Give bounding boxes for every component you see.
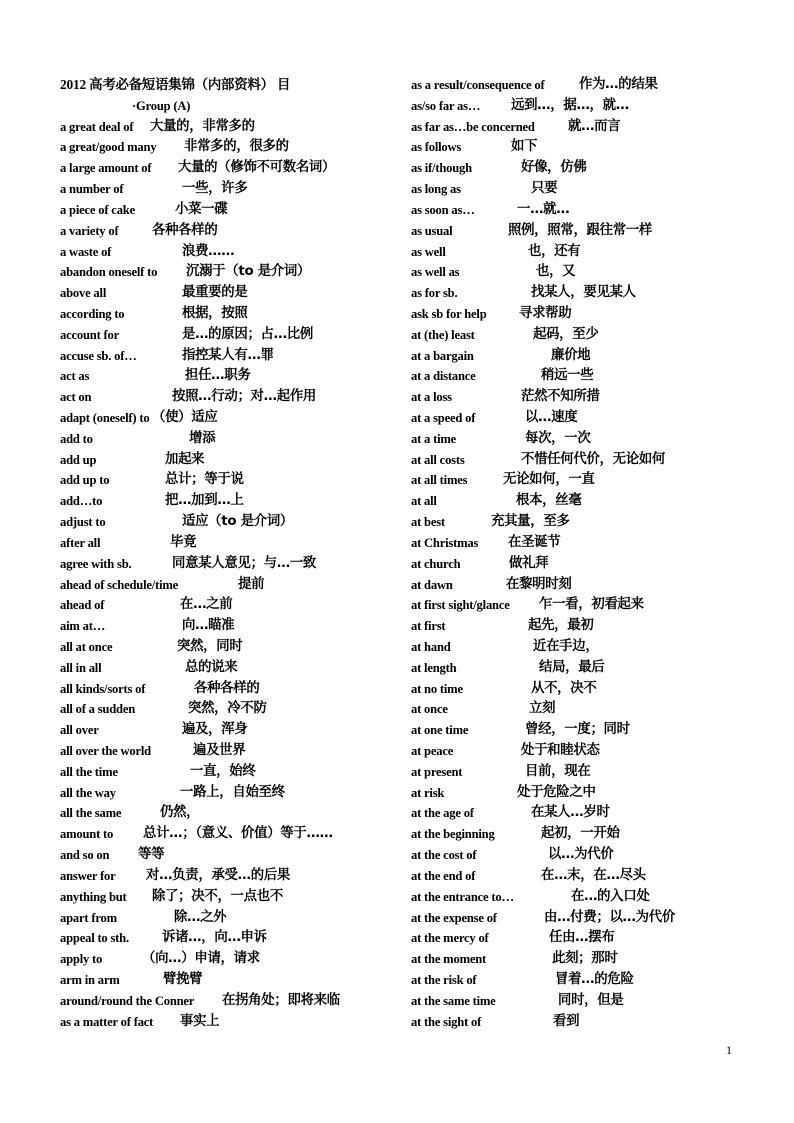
phrase-english: arm in arm — [60, 972, 120, 987]
phrase-english: apply to — [60, 952, 103, 967]
phrase-entry — [411, 658, 711, 679]
phrase-english: at best — [411, 515, 445, 530]
phrase-english: all in all — [60, 660, 102, 675]
phrase-english: account for — [60, 327, 120, 342]
phrase-chinese: （向…）申请，请求 — [142, 951, 260, 967]
phrase-english: and so on — [60, 848, 110, 863]
phrase-entry — [411, 887, 711, 908]
document-title: 2012 高考必备短语集锦（内部资料） 目 — [60, 77, 291, 92]
phrase-chinese: 找某人，要见某人 — [531, 285, 636, 301]
phrase-chinese: 照例，照常，跟往常一样 — [508, 222, 652, 238]
phrase-chinese: 任由…摆布 — [549, 930, 615, 946]
phrase-chinese: 臂挽臂 — [163, 971, 203, 987]
phrase-entry — [411, 699, 711, 720]
phrase-chinese: 一些，许多 — [182, 181, 248, 197]
phrase-chinese: 加起来 — [165, 451, 205, 467]
phrase-entry — [411, 387, 711, 408]
phrase-chinese: 在圣诞节 — [508, 534, 561, 550]
phrase-english: at a speed of — [411, 411, 476, 425]
phrase-english: all over the world — [60, 744, 151, 758]
phrase-chinese: 目前，现在 — [525, 763, 591, 779]
phrase-english: as far as…be concerned — [411, 119, 535, 134]
phrase-entry — [411, 346, 711, 367]
phrase-english: as well as — [411, 265, 460, 280]
phrase-chinese: 在…之前 — [180, 597, 233, 613]
phrase-english: at the same time — [411, 993, 496, 1008]
phrase-english: aim at… — [60, 619, 106, 634]
phrase-english: as if/though — [411, 161, 472, 176]
phrase-chinese: 大量的，非常多的 — [150, 118, 255, 134]
phrase-entry — [60, 928, 405, 949]
phrase-entry — [411, 75, 711, 96]
phrase-chinese: 在…末，在…尽头 — [541, 867, 646, 883]
phrase-entry — [411, 117, 711, 138]
phrase-chinese: 在…的入口处 — [571, 888, 650, 904]
phrase-entry — [411, 366, 711, 387]
phrase-entry — [411, 949, 711, 970]
group-label: ·Group (A) — [132, 98, 191, 113]
phrase-english: as for sb. — [411, 286, 458, 301]
phrase-english: above all — [60, 286, 107, 301]
phrase-entry — [411, 1012, 711, 1033]
phrase-chinese: 每次，一次 — [525, 430, 591, 446]
phrase-chinese: 也，还有 — [528, 243, 581, 259]
phrase-entry — [60, 554, 405, 575]
phrase-entry — [60, 616, 405, 637]
phrase-english: adapt (oneself) to — [60, 411, 150, 425]
page-number: 1 — [726, 1043, 732, 1057]
phrase-entry — [60, 512, 405, 533]
phrase-english: at the entrance to… — [411, 889, 514, 904]
phrase-chinese: 寻求帮助 — [519, 305, 572, 321]
phrase-chinese: 起码，至少 — [533, 326, 599, 342]
phrase-entry — [411, 137, 711, 158]
phrase-chinese: 根本，丝毫 — [516, 493, 582, 509]
phrase-entry — [60, 304, 405, 325]
phrase-english: as long as — [411, 182, 461, 197]
phrase-chinese: 做礼拜 — [509, 555, 549, 571]
phrase-entry — [60, 699, 405, 720]
phrase-english: a piece of cake — [60, 202, 135, 217]
phrase-entry — [411, 200, 711, 221]
phrase-entry — [411, 783, 711, 804]
phrase-entry — [411, 179, 711, 200]
phrase-chinese: 起初，一开始 — [541, 826, 620, 842]
phrase-entry — [411, 429, 711, 450]
phrase-chinese: 处于危险之中 — [517, 784, 596, 800]
phrase-chinese: 小菜一碟 — [175, 201, 228, 217]
phrase-english: ahead of schedule/time — [60, 577, 179, 592]
phrase-chinese: 廉价地 — [551, 347, 591, 363]
phrase-english: ask sb for help — [411, 306, 487, 321]
phrase-english: adjust to — [60, 515, 106, 530]
phrase-chinese: 沉溺于（to 是介词） — [186, 264, 311, 280]
phrase-entry — [60, 325, 405, 346]
phrase-entry — [411, 575, 711, 596]
phrase-chinese: 在黎明时刻 — [506, 576, 572, 592]
phrase-chinese: 如下 — [511, 139, 538, 155]
phrase-english: appeal to sth. — [60, 931, 129, 946]
phrase-chinese: 提前 — [238, 576, 265, 592]
phrase-entry — [411, 262, 711, 283]
phrase-english: at (the) least — [411, 327, 475, 342]
phrase-entry — [411, 866, 711, 887]
phrase-chinese: 各种各样的 — [194, 680, 260, 696]
phrase-chinese: 突然，同时 — [177, 638, 243, 654]
phrase-english: at the moment — [411, 952, 487, 967]
phrase-english: at all times — [411, 473, 468, 488]
phrase-entry — [60, 366, 405, 387]
phrase-english: add…to — [60, 494, 103, 509]
phrase-chinese: 在拐角处；即将来临 — [222, 992, 340, 1008]
phrase-english: as well — [411, 244, 446, 259]
phrase-entry — [411, 970, 711, 991]
phrase-english: abandon oneself to — [60, 265, 158, 280]
phrase-english: at one time — [411, 723, 469, 738]
phrase-english: a waste of — [60, 244, 112, 259]
phrase-entry — [411, 325, 711, 346]
phrase-chinese: 充其量，至多 — [491, 514, 570, 530]
phrase-chinese: 一…就… — [517, 201, 570, 217]
phrase-english: at the age of — [411, 806, 474, 821]
phrase-english: at risk — [411, 785, 445, 800]
right-column — [411, 75, 711, 1032]
phrase-entry — [411, 637, 711, 658]
phrase-entry — [411, 242, 711, 263]
phrase-chinese: 除…之外 — [174, 909, 227, 925]
phrase-entry — [60, 491, 405, 512]
phrase-chinese: 同意某人意见；与…一致 — [172, 555, 316, 571]
phrase-english: at a time — [411, 431, 457, 446]
phrase-english: as a matter of fact — [60, 1014, 154, 1029]
phrase-chinese: 同时，但是 — [558, 992, 624, 1008]
phrase-chinese: 也，又 — [536, 264, 576, 280]
phrase-entry — [411, 616, 711, 637]
phrase-english: at present — [411, 764, 463, 779]
phrase-chinese: 乍一看，初看起来 — [539, 597, 644, 613]
phrase-english: at first — [411, 619, 446, 634]
phrase-entry — [60, 429, 405, 450]
phrase-entry — [411, 679, 711, 700]
phrase-english: at the mercy of — [411, 931, 489, 946]
phrase-entry — [60, 262, 405, 283]
phrase-english: anything but — [60, 889, 127, 904]
phrase-chinese: 浪费…… — [182, 243, 235, 259]
phrase-entry — [60, 887, 405, 908]
phrase-entry — [411, 533, 711, 554]
phrase-chinese: 不惜任何代价，无论如何 — [521, 451, 665, 467]
phrase-entry — [411, 762, 711, 783]
phrase-entry — [60, 658, 405, 679]
phrase-english: add to — [60, 431, 93, 446]
phrase-chinese: 指控某人有…罪 — [182, 347, 274, 363]
phrase-english: at a loss — [411, 390, 452, 405]
phrase-chinese: 就…而言 — [568, 118, 621, 134]
phrase-entry — [60, 1012, 405, 1033]
left-column — [60, 75, 405, 1032]
phrase-english: as/so far as… — [411, 98, 481, 113]
phrase-entry — [411, 595, 711, 616]
phrase-chinese: 无论如何，一直 — [503, 472, 595, 488]
phrase-english: at all costs — [411, 452, 465, 467]
phrase-chinese: 在某人…岁时 — [531, 805, 610, 821]
phrase-english: at no time — [411, 681, 463, 696]
phrase-english: act on — [60, 390, 92, 405]
phrase-entry — [60, 803, 405, 824]
phrase-entry — [60, 117, 405, 138]
phrase-chinese: 适应（to 是介词） — [182, 514, 293, 530]
phrase-chinese: 总计…；（意义、价值）等于…… — [143, 826, 333, 842]
phrase-chinese: 最重要的是 — [182, 285, 248, 301]
phrase-entry — [411, 221, 711, 242]
phrase-english: accuse sb. of… — [60, 348, 137, 363]
phrase-chinese: 一直，始终 — [190, 763, 256, 779]
phrase-chinese: 此刻；那时 — [552, 951, 618, 967]
phrase-english: act as — [60, 369, 90, 384]
phrase-chinese: 毕竟 — [170, 534, 197, 550]
phrase-entry — [411, 908, 711, 929]
phrase-english: as follows — [411, 140, 462, 155]
phrase-english: at length — [411, 660, 457, 675]
phrase-english: at the beginning — [411, 827, 495, 842]
phrase-english: add up to — [60, 473, 110, 488]
phrase-english: at Christmas — [411, 535, 479, 550]
phrase-english: at peace — [411, 744, 454, 758]
phrase-entry — [60, 991, 405, 1012]
phrase-entry — [411, 803, 711, 824]
phrase-chinese: 等等 — [138, 847, 165, 863]
phrase-english: all kinds/sorts of — [60, 681, 146, 696]
phrase-chinese: 处于和睦状态 — [521, 743, 600, 758]
phrase-chinese: 稍远一些 — [541, 368, 594, 384]
phrase-chinese: 总的说来 — [185, 659, 238, 675]
phrase-entry — [411, 450, 711, 471]
phrase-english: a large amount of — [60, 161, 152, 176]
phrase-chinese: 把…加到…上 — [165, 493, 244, 509]
phrase-entry — [60, 346, 405, 367]
phrase-entry — [60, 679, 405, 700]
phrase-english: all of a sudden — [60, 702, 136, 717]
phrase-chinese: 增添 — [189, 430, 216, 446]
phrase-entry — [411, 470, 711, 491]
phrase-entry — [411, 824, 711, 845]
phrase-chinese: 是…的原因；占…比例 — [182, 326, 313, 342]
phrase-english: at church — [411, 556, 461, 571]
phrase-english: apart from — [60, 910, 117, 925]
phrase-entry — [411, 991, 711, 1012]
phrase-english: all the way — [60, 785, 116, 800]
phrase-english: at the cost of — [411, 848, 477, 863]
phrase-entry — [60, 741, 405, 762]
phrase-chinese: 以…为代价 — [548, 847, 614, 863]
phrase-english: all the time — [60, 764, 118, 779]
phrase-entry — [60, 242, 405, 263]
phrase-entry — [60, 158, 405, 179]
phrase-entry — [60, 866, 405, 887]
phrase-english: at first sight/glance — [411, 598, 510, 613]
phrase-entry — [411, 158, 711, 179]
phrase-entry — [411, 720, 711, 741]
phrase-entry — [60, 387, 405, 408]
phrase-entry — [60, 283, 405, 304]
phrase-chinese: 曾经，一度；同时 — [525, 722, 630, 738]
phrase-entry — [411, 741, 711, 762]
phrase-english: a great/good many — [60, 140, 157, 155]
phrase-entry — [60, 179, 405, 200]
phrase-chinese: 一路上，自始至终 — [180, 784, 285, 800]
phrase-entry — [411, 845, 711, 866]
phrase-english: at a distance — [411, 369, 476, 384]
phrase-entry — [60, 200, 405, 221]
phrase-entry — [60, 533, 405, 554]
phrase-english: at dawn — [411, 577, 453, 592]
phrase-entry — [60, 762, 405, 783]
document-title-row — [60, 75, 405, 96]
phrase-entry — [60, 720, 405, 741]
phrase-english: answer for — [60, 868, 116, 883]
phrase-entry — [60, 908, 405, 929]
phrase-english: as soon as… — [411, 202, 475, 217]
phrase-english: at a bargain — [411, 348, 474, 363]
phrase-english: as a result/consequence of — [411, 78, 545, 92]
phrase-entry — [60, 595, 405, 616]
phrase-entry — [411, 96, 711, 117]
phrase-chinese: 突然，冷不防 — [188, 701, 267, 717]
phrase-english: as usual — [411, 223, 453, 238]
phrase-english: a great deal of — [60, 119, 134, 134]
phrase-english: at hand — [411, 639, 451, 654]
phrase-chinese: 以…速度 — [525, 410, 578, 425]
phrase-chinese: 起先，最初 — [528, 618, 594, 634]
phrase-chinese: 近在手边， — [533, 638, 599, 654]
phrase-entry — [411, 554, 711, 575]
phrase-english: amount to — [60, 827, 114, 842]
phrase-chinese: 向…瞄准 — [182, 618, 235, 634]
phrase-english: around/round the Conner — [60, 993, 195, 1008]
phrase-entry — [60, 470, 405, 491]
phrase-english: at the sight of — [411, 1014, 482, 1029]
phrase-chinese: 非常多的，很多的 — [184, 139, 289, 155]
phrase-chinese: 对…负责，承受…的后果 — [146, 867, 290, 883]
phrase-chinese: 从不，决不 — [531, 680, 597, 696]
phrase-entry — [411, 408, 711, 429]
phrase-chinese: 总计；等于说 — [165, 472, 244, 488]
phrase-chinese: 冒着…的危险 — [555, 971, 634, 987]
phrase-english: at the end of — [411, 868, 476, 883]
phrase-chinese: 担任…职务 — [185, 368, 251, 384]
phrase-english: after all — [60, 535, 101, 550]
phrase-entry — [60, 845, 405, 866]
phrase-english: at the risk of — [411, 972, 477, 987]
phrase-chinese: 事实上 — [180, 1013, 220, 1029]
phrase-english: all the same — [60, 806, 122, 821]
phrase-chinese: 各种各样的 — [152, 222, 218, 238]
phrase-chinese: 立刻 — [529, 701, 556, 717]
phrase-entry — [60, 637, 405, 658]
phrase-chinese: 遍及，浑身 — [182, 722, 248, 738]
phrase-entry — [411, 304, 711, 325]
phrase-chinese: 除了；决不，一点也不 — [152, 888, 283, 904]
phrase-chinese: 茫然不知所措 — [521, 389, 600, 405]
phrase-english: at all — [411, 494, 437, 509]
phrase-entry — [60, 450, 405, 471]
phrase-entry — [411, 491, 711, 512]
phrase-chinese: 作为…的结果 — [579, 77, 658, 92]
phrase-english: at the expense of — [411, 910, 497, 925]
phrase-chinese: 由…付费；以…为代价 — [544, 909, 675, 925]
phrase-english: a variety of — [60, 223, 119, 238]
phrase-chinese: 仍然， — [160, 805, 200, 821]
phrase-english: a number of — [60, 182, 124, 197]
phrase-chinese: 好像，仿佛 — [521, 160, 587, 176]
phrase-english: all over — [60, 723, 99, 738]
phrase-entry — [411, 512, 711, 533]
phrase-english: according to — [60, 306, 125, 321]
phrase-english: ahead of — [60, 598, 105, 613]
phrase-entry — [411, 928, 711, 949]
phrase-entry — [60, 824, 405, 845]
phrase-entry — [60, 221, 405, 242]
phrase-chinese: （使）适应 — [152, 410, 218, 425]
phrase-entry — [411, 283, 711, 304]
phrase-chinese: 只要 — [531, 181, 558, 197]
phrase-english: agree with sb. — [60, 556, 132, 571]
phrase-entry — [60, 408, 405, 429]
phrase-chinese: 大量的（修饰不可数名词） — [178, 160, 336, 176]
group-label-row — [60, 96, 405, 117]
phrase-english: all at once — [60, 639, 113, 654]
phrase-chinese: 按照…行动；对…起作用 — [172, 389, 316, 405]
phrase-english: add up — [60, 452, 97, 467]
phrase-entry — [60, 970, 405, 991]
phrase-chinese: 看到 — [553, 1013, 580, 1029]
phrase-english: at once — [411, 702, 448, 717]
phrase-entry — [60, 137, 405, 158]
phrase-entry — [60, 949, 405, 970]
phrase-chinese: 诉诸…，向…申诉 — [162, 930, 267, 946]
phrase-entry — [60, 783, 405, 804]
phrase-chinese: 结局，最后 — [539, 659, 605, 675]
phrase-chinese: 遍及世界 — [193, 743, 246, 758]
phrase-entry — [60, 575, 405, 596]
phrase-chinese: 根据，按照 — [182, 305, 248, 321]
phrase-chinese: 远到…，据…，就… — [511, 97, 629, 113]
